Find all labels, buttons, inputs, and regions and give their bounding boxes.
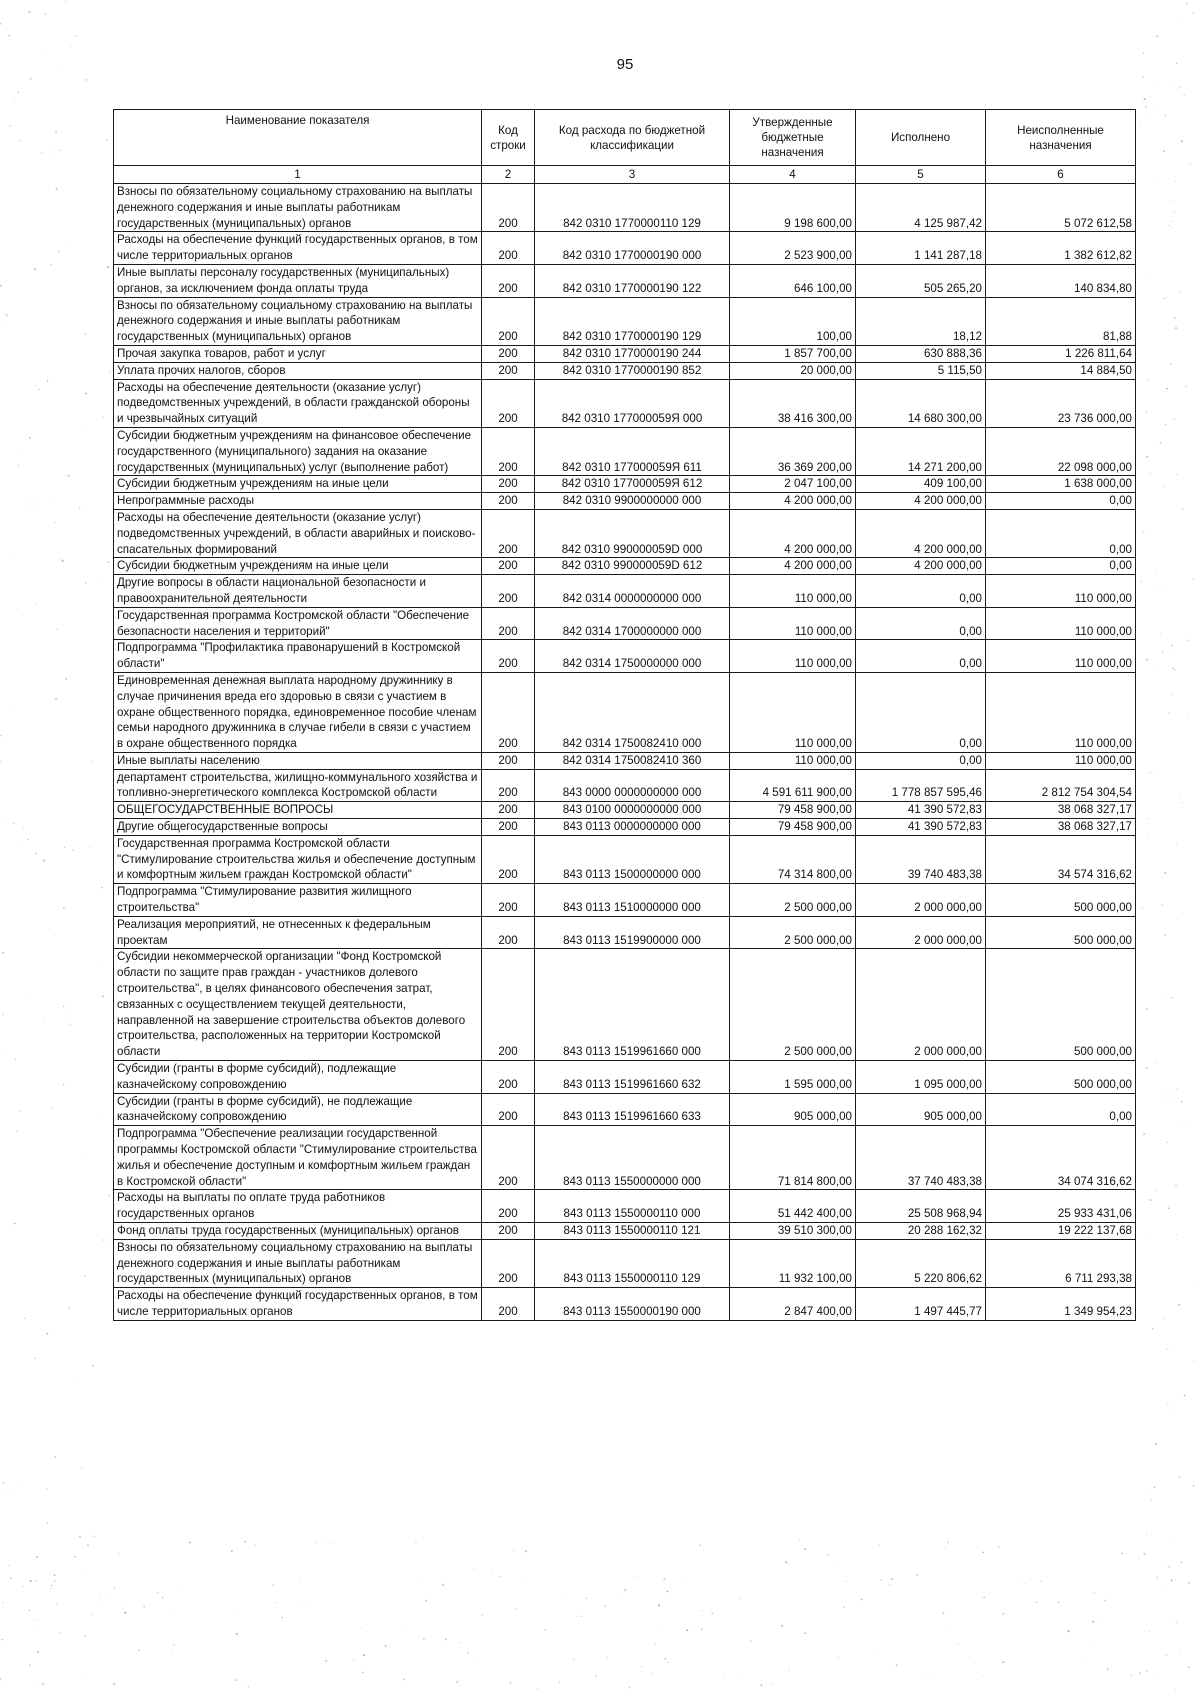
- row-executed-amount: 0,00: [856, 752, 986, 769]
- row-classification-code: 842 0310 177000059Я 000: [535, 379, 730, 427]
- table-header-row: [114, 110, 1136, 166]
- row-executed-amount: 1 497 445,77: [856, 1288, 986, 1321]
- row-name: департамент строительства, жилищно-коммунального хозяйства и топливно-энергетического комплекса Костромской области: [114, 769, 482, 802]
- row-classification-code: 842 0310 9900000000 000: [535, 493, 730, 510]
- row-line-code: 200: [482, 802, 535, 819]
- row-unexecuted-amount: 81,88: [986, 297, 1136, 345]
- table-row: [114, 427, 1136, 475]
- table-row: [114, 672, 1136, 752]
- row-executed-amount: 2 000 000,00: [856, 949, 986, 1061]
- row-line-code: 200: [482, 819, 535, 836]
- row-name: Иные выплаты населению: [114, 752, 482, 769]
- header-executed: Исполнено: [856, 110, 986, 166]
- column-number: 6: [986, 166, 1136, 184]
- row-name: Непрограммные расходы: [114, 493, 482, 510]
- row-executed-amount: 41 390 572,83: [856, 819, 986, 836]
- row-approved-amount: 1 857 700,00: [730, 345, 856, 362]
- row-line-code: 200: [482, 1288, 535, 1321]
- row-approved-amount: 110 000,00: [730, 575, 856, 608]
- row-executed-amount: 14 271 200,00: [856, 427, 986, 475]
- table-row: [114, 362, 1136, 379]
- row-name: Реализация мероприятий, не отнесенных к федеральным проектам: [114, 916, 482, 949]
- table-row: [114, 493, 1136, 510]
- row-executed-amount: 20 288 162,32: [856, 1223, 986, 1240]
- row-classification-code: 843 0113 1519900000 000: [535, 916, 730, 949]
- row-approved-amount: 36 369 200,00: [730, 427, 856, 475]
- row-line-code: 200: [482, 769, 535, 802]
- row-unexecuted-amount: 5 072 612,58: [986, 184, 1136, 232]
- row-classification-code: 843 0113 1510000000 000: [535, 884, 730, 917]
- table-row: [114, 949, 1136, 1061]
- row-approved-amount: 51 442 400,00: [730, 1190, 856, 1223]
- row-executed-amount: 0,00: [856, 575, 986, 608]
- row-executed-amount: 5 115,50: [856, 362, 986, 379]
- page-number: 95: [616, 56, 634, 73]
- row-executed-amount: 41 390 572,83: [856, 802, 986, 819]
- table-row: [114, 558, 1136, 575]
- row-classification-code: 843 0113 1519961660 000: [535, 949, 730, 1061]
- row-classification-code: 842 0314 1750082410 000: [535, 672, 730, 752]
- row-approved-amount: 79 458 900,00: [730, 802, 856, 819]
- header-unexecuted: Неисполненные назначения: [986, 110, 1136, 166]
- row-name: Расходы на обеспечение деятельности (оказание услуг) подведомственных учреждений, в области аварийных и поисково-спасательных формирований: [114, 509, 482, 557]
- row-unexecuted-amount: 500 000,00: [986, 949, 1136, 1061]
- row-name: Иные выплаты персоналу государственных (муниципальных) органов, за исключением фонда оплаты труда: [114, 264, 482, 297]
- row-classification-code: 843 0113 1519961660 633: [535, 1093, 730, 1126]
- row-executed-amount: 2 000 000,00: [856, 916, 986, 949]
- row-unexecuted-amount: 140 834,80: [986, 264, 1136, 297]
- row-executed-amount: 4 200 000,00: [856, 509, 986, 557]
- row-name: Уплата прочих налогов, сборов: [114, 362, 482, 379]
- row-classification-code: 843 0113 1519961660 632: [535, 1061, 730, 1094]
- row-name: Взносы по обязательному социальному страхованию на выплаты денежного содержания и иные выплаты работникам государственных (муниципальных) органов: [114, 297, 482, 345]
- column-number: 2: [482, 166, 535, 184]
- header-line-code: Код строки: [482, 110, 535, 166]
- row-approved-amount: 2 500 000,00: [730, 949, 856, 1061]
- row-executed-amount: 1 778 857 595,46: [856, 769, 986, 802]
- row-line-code: 200: [482, 949, 535, 1061]
- row-classification-code: 842 0310 1770000190 129: [535, 297, 730, 345]
- row-unexecuted-amount: 2 812 754 304,54: [986, 769, 1136, 802]
- row-name: Прочая закупка товаров, работ и услуг: [114, 345, 482, 362]
- row-approved-amount: 110 000,00: [730, 640, 856, 673]
- table-row: [114, 769, 1136, 802]
- row-approved-amount: 74 314 800,00: [730, 835, 856, 883]
- table-row: [114, 476, 1136, 493]
- row-unexecuted-amount: 0,00: [986, 509, 1136, 557]
- row-classification-code: 843 0113 1550000110 000: [535, 1190, 730, 1223]
- row-unexecuted-amount: 500 000,00: [986, 884, 1136, 917]
- row-classification-code: 842 0314 1750000000 000: [535, 640, 730, 673]
- row-classification-code: 843 0113 1550000190 000: [535, 1288, 730, 1321]
- table-row: [114, 1288, 1136, 1321]
- row-approved-amount: 110 000,00: [730, 672, 856, 752]
- row-name: Подпрограмма "Обеспечение реализации государственной программы Костромской области "Стимулирование строительства жилья и обеспечение доступным и комфортным жильем граждан в Костромской области": [114, 1126, 482, 1190]
- row-unexecuted-amount: 1 226 811,64: [986, 345, 1136, 362]
- row-executed-amount: 4 200 000,00: [856, 558, 986, 575]
- table-row: [114, 1239, 1136, 1287]
- row-executed-amount: 25 508 968,94: [856, 1190, 986, 1223]
- row-line-code: 200: [482, 1190, 535, 1223]
- row-unexecuted-amount: 0,00: [986, 1093, 1136, 1126]
- row-name: Расходы на обеспечение функций государственных органов, в том числе территориальных органов: [114, 232, 482, 265]
- row-name: Другие общегосударственные вопросы: [114, 819, 482, 836]
- row-executed-amount: 409 100,00: [856, 476, 986, 493]
- row-line-code: 200: [482, 1061, 535, 1094]
- table-row: [114, 1126, 1136, 1190]
- table-row: [114, 379, 1136, 427]
- row-approved-amount: 110 000,00: [730, 607, 856, 640]
- row-unexecuted-amount: 0,00: [986, 493, 1136, 510]
- row-name: Государственная программа Костромской области "Стимулирование строительства жилья и обеспечение доступным и комфортным жильем граждан Костромской области": [114, 835, 482, 883]
- row-classification-code: 842 0310 177000059Я 612: [535, 476, 730, 493]
- row-executed-amount: 39 740 483,38: [856, 835, 986, 883]
- row-unexecuted-amount: 34 574 316,62: [986, 835, 1136, 883]
- row-unexecuted-amount: 19 222 137,68: [986, 1223, 1136, 1240]
- row-unexecuted-amount: 38 068 327,17: [986, 819, 1136, 836]
- row-classification-code: 843 0113 1550000110 129: [535, 1239, 730, 1287]
- row-unexecuted-amount: 110 000,00: [986, 607, 1136, 640]
- row-executed-amount: 905 000,00: [856, 1093, 986, 1126]
- table-row: [114, 916, 1136, 949]
- row-line-code: 200: [482, 1093, 535, 1126]
- row-approved-amount: 2 047 100,00: [730, 476, 856, 493]
- row-executed-amount: 5 220 806,62: [856, 1239, 986, 1287]
- row-executed-amount: 4 200 000,00: [856, 493, 986, 510]
- row-name: Расходы на обеспечение деятельности (оказание услуг) подведомственных учреждений, в области гражданской обороны и чрезвычайных ситуаций: [114, 379, 482, 427]
- row-approved-amount: 2 500 000,00: [730, 916, 856, 949]
- row-unexecuted-amount: 110 000,00: [986, 752, 1136, 769]
- table-row: [114, 607, 1136, 640]
- header-approved: Утвержденные бюджетные назначения: [730, 110, 856, 166]
- row-classification-code: 842 0314 1750082410 360: [535, 752, 730, 769]
- row-line-code: 200: [482, 184, 535, 232]
- row-name: Подпрограмма "Стимулирование развития жилищного строительства": [114, 884, 482, 917]
- row-line-code: 200: [482, 232, 535, 265]
- row-name: Расходы на обеспечение функций государственных органов, в том числе территориальных органов: [114, 1288, 482, 1321]
- table-row: [114, 884, 1136, 917]
- row-executed-amount: 1 141 287,18: [856, 232, 986, 265]
- table-row: [114, 640, 1136, 673]
- table-row: [114, 1061, 1136, 1094]
- row-executed-amount: 1 095 000,00: [856, 1061, 986, 1094]
- row-line-code: 200: [482, 558, 535, 575]
- table-row: [114, 1223, 1136, 1240]
- row-unexecuted-amount: 22 098 000,00: [986, 427, 1136, 475]
- table-row: [114, 264, 1136, 297]
- table-row: [114, 819, 1136, 836]
- row-classification-code: 842 0314 0000000000 000: [535, 575, 730, 608]
- row-approved-amount: 2 500 000,00: [730, 884, 856, 917]
- row-executed-amount: 2 000 000,00: [856, 884, 986, 917]
- row-classification-code: 843 0113 1500000000 000: [535, 835, 730, 883]
- table-row: [114, 184, 1136, 232]
- column-number: 4: [730, 166, 856, 184]
- row-name: Субсидии бюджетным учреждениям на иные цели: [114, 476, 482, 493]
- row-name: Единовременная денежная выплата народному дружиннику в случае причинения вреда его здоровью в связи с участием в охране общественного порядка, единовременное пособие членам семьи народного дружинника в случае гибели в связи с участием в охране общественного порядка: [114, 672, 482, 752]
- header-name: Наименование показателя: [114, 110, 482, 166]
- row-line-code: 200: [482, 493, 535, 510]
- row-unexecuted-amount: 1 382 612,82: [986, 232, 1136, 265]
- row-name: Субсидии бюджетным учреждениям на финансовое обеспечение государственного (муниципального) задания на оказание государственных (муниципальных) услуг (выполнение работ): [114, 427, 482, 475]
- row-executed-amount: 630 888,36: [856, 345, 986, 362]
- row-name: Субсидии (гранты в форме субсидий), подлежащие казначейскому сопровождению: [114, 1061, 482, 1094]
- row-approved-amount: 2 847 400,00: [730, 1288, 856, 1321]
- row-line-code: 200: [482, 672, 535, 752]
- row-approved-amount: 2 523 900,00: [730, 232, 856, 265]
- row-line-code: 200: [482, 509, 535, 557]
- table-row: [114, 232, 1136, 265]
- row-classification-code: 843 0000 0000000000 000: [535, 769, 730, 802]
- row-executed-amount: 14 680 300,00: [856, 379, 986, 427]
- row-unexecuted-amount: 34 074 316,62: [986, 1126, 1136, 1190]
- row-approved-amount: 4 200 000,00: [730, 493, 856, 510]
- row-unexecuted-amount: 110 000,00: [986, 672, 1136, 752]
- row-classification-code: 842 0310 1770000190 852: [535, 362, 730, 379]
- budget-execution-table: [113, 109, 1136, 1321]
- row-line-code: 200: [482, 1126, 535, 1190]
- row-approved-amount: 646 100,00: [730, 264, 856, 297]
- row-unexecuted-amount: 0,00: [986, 558, 1136, 575]
- row-line-code: 200: [482, 362, 535, 379]
- row-executed-amount: 0,00: [856, 640, 986, 673]
- row-unexecuted-amount: 110 000,00: [986, 575, 1136, 608]
- table-row: [114, 345, 1136, 362]
- table-row: [114, 802, 1136, 819]
- row-classification-code: 842 0310 1770000190 000: [535, 232, 730, 265]
- row-name: Субсидии (гранты в форме субсидий), не подлежащие казначейскому сопровождению: [114, 1093, 482, 1126]
- row-line-code: 200: [482, 835, 535, 883]
- row-line-code: 200: [482, 752, 535, 769]
- row-executed-amount: 505 265,20: [856, 264, 986, 297]
- row-unexecuted-amount: 23 736 000,00: [986, 379, 1136, 427]
- row-classification-code: 842 0314 1700000000 000: [535, 607, 730, 640]
- row-classification-code: 843 0100 0000000000 000: [535, 802, 730, 819]
- row-executed-amount: 37 740 483,38: [856, 1126, 986, 1190]
- row-name: Взносы по обязательному социальному страхованию на выплаты денежного содержания и иные выплаты работникам государственных (муниципальных) органов: [114, 184, 482, 232]
- row-approved-amount: 100,00: [730, 297, 856, 345]
- row-unexecuted-amount: 500 000,00: [986, 1061, 1136, 1094]
- row-classification-code: 843 0113 0000000000 000: [535, 819, 730, 836]
- column-number: 3: [535, 166, 730, 184]
- row-unexecuted-amount: 25 933 431,06: [986, 1190, 1136, 1223]
- row-executed-amount: 0,00: [856, 672, 986, 752]
- row-line-code: 200: [482, 297, 535, 345]
- table-row: [114, 297, 1136, 345]
- row-approved-amount: 71 814 800,00: [730, 1126, 856, 1190]
- row-approved-amount: 905 000,00: [730, 1093, 856, 1126]
- row-line-code: 200: [482, 884, 535, 917]
- row-approved-amount: 9 198 600,00: [730, 184, 856, 232]
- row-line-code: 200: [482, 1223, 535, 1240]
- row-name: ОБЩЕГОСУДАРСТВЕННЫЕ ВОПРОСЫ: [114, 802, 482, 819]
- row-approved-amount: 20 000,00: [730, 362, 856, 379]
- row-unexecuted-amount: 500 000,00: [986, 916, 1136, 949]
- row-approved-amount: 4 591 611 900,00: [730, 769, 856, 802]
- row-unexecuted-amount: 6 711 293,38: [986, 1239, 1136, 1287]
- row-approved-amount: 11 932 100,00: [730, 1239, 856, 1287]
- column-number-row: [114, 166, 1136, 184]
- row-name: Субсидии бюджетным учреждениям на иные цели: [114, 558, 482, 575]
- row-line-code: 200: [482, 916, 535, 949]
- row-classification-code: 842 0310 990000059D 612: [535, 558, 730, 575]
- row-unexecuted-amount: 110 000,00: [986, 640, 1136, 673]
- row-executed-amount: 4 125 987,42: [856, 184, 986, 232]
- table-row: [114, 575, 1136, 608]
- row-classification-code: 842 0310 1770000110 129: [535, 184, 730, 232]
- row-line-code: 200: [482, 607, 535, 640]
- row-approved-amount: 4 200 000,00: [730, 558, 856, 575]
- table-row: [114, 835, 1136, 883]
- column-number: 1: [114, 166, 482, 184]
- row-approved-amount: 39 510 300,00: [730, 1223, 856, 1240]
- row-name: Фонд оплаты труда государственных (муниципальных) органов: [114, 1223, 482, 1240]
- row-classification-code: 843 0113 1550000000 000: [535, 1126, 730, 1190]
- row-unexecuted-amount: 14 884,50: [986, 362, 1136, 379]
- row-classification-code: 842 0310 1770000190 122: [535, 264, 730, 297]
- row-approved-amount: 79 458 900,00: [730, 819, 856, 836]
- row-classification-code: 842 0310 990000059D 000: [535, 509, 730, 557]
- column-number: 5: [856, 166, 986, 184]
- row-approved-amount: 110 000,00: [730, 752, 856, 769]
- row-line-code: 200: [482, 575, 535, 608]
- row-classification-code: 842 0310 1770000190 244: [535, 345, 730, 362]
- table-row: [114, 1190, 1136, 1223]
- row-line-code: 200: [482, 640, 535, 673]
- row-unexecuted-amount: 1 638 000,00: [986, 476, 1136, 493]
- table-row: [114, 752, 1136, 769]
- row-classification-code: 843 0113 1550000110 121: [535, 1223, 730, 1240]
- row-line-code: 200: [482, 427, 535, 475]
- row-line-code: 200: [482, 1239, 535, 1287]
- table-row: [114, 1093, 1136, 1126]
- row-executed-amount: 0,00: [856, 607, 986, 640]
- row-line-code: 200: [482, 264, 535, 297]
- row-unexecuted-amount: 38 068 327,17: [986, 802, 1136, 819]
- row-approved-amount: 38 416 300,00: [730, 379, 856, 427]
- row-name: Субсидии некоммерческой организации "Фонд Костромской области по защите прав граждан - участников долевого строительства", в целях финансового обеспечения затрат, связанных с осуществлением текущей деятельности, направленной на завершение строительства объектов долевого строительства, расположенных на территории Костромской области: [114, 949, 482, 1061]
- row-unexecuted-amount: 1 349 954,23: [986, 1288, 1136, 1321]
- row-approved-amount: 4 200 000,00: [730, 509, 856, 557]
- row-name: Расходы на выплаты по оплате труда работников государственных органов: [114, 1190, 482, 1223]
- table-row: [114, 509, 1136, 557]
- row-executed-amount: 18,12: [856, 297, 986, 345]
- row-name: Другие вопросы в области национальной безопасности и правоохранительной деятельности: [114, 575, 482, 608]
- row-name: Взносы по обязательному социальному страхованию на выплаты денежного содержания и иные выплаты работникам государственных (муниципальных) органов: [114, 1239, 482, 1287]
- row-line-code: 200: [482, 345, 535, 362]
- row-line-code: 200: [482, 379, 535, 427]
- row-name: Подпрограмма "Профилактика правонарушений в Костромской области": [114, 640, 482, 673]
- row-line-code: 200: [482, 476, 535, 493]
- row-classification-code: 842 0310 177000059Я 611: [535, 427, 730, 475]
- row-approved-amount: 1 595 000,00: [730, 1061, 856, 1094]
- header-classification-code: Код расхода по бюджетной классификации: [535, 110, 730, 166]
- row-name: Государственная программа Костромской области "Обеспечение безопасности населения и территорий": [114, 607, 482, 640]
